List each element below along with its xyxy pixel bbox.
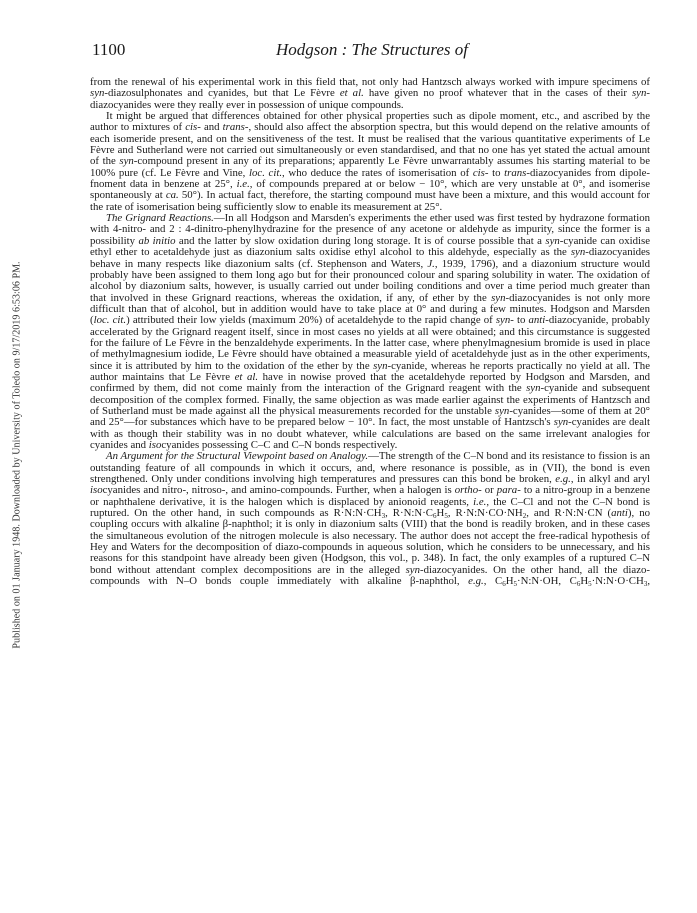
italic-term: para (496, 484, 518, 497)
italic-term: et al. (339, 87, 364, 100)
italic-term: syn (373, 359, 388, 372)
italic-term: syn (545, 234, 560, 247)
italic-term: e.g. (555, 473, 571, 486)
italic-term: iso (90, 484, 103, 497)
italic-term: syn (631, 87, 647, 100)
italic-term: e.g. (468, 575, 484, 588)
italic-term: loc. cit. (93, 314, 127, 327)
italic-term: syn (553, 416, 569, 429)
subscript: 6 (576, 580, 581, 589)
italic-term: J. (427, 257, 435, 270)
subscript: 3 (381, 512, 386, 521)
italic-term: anti (528, 314, 546, 327)
italic-term: anti (611, 507, 628, 520)
italic-term: loc. cit. (249, 166, 283, 179)
italic-term: syn (494, 404, 510, 417)
italic-term: syn (495, 314, 511, 327)
body-paragraph: The Grignard Reactions.—In all Hodgson and Marsden's experiments the ether used was first tested by hydrazone formation with 4-nitro- and 2 : 4-dinitro-phenylhydrazine for the presence of any acetone or aldehyde as impurity, since the former is a possibility ab initio and the latter by slow oxidation during long storage. It is of course possible that a syn-cyanide can oxidise ethyl ether to acetaldehyde just as diazonium salts oxidise ethyl alcohol to this aldehyde, especially as the syn-diazocyanides behave in many respects like diazonium salts (cf. Stephenson and Waters, J., 1939, 1796), and a diazonium structure would probably have been assigned to them long ago but for their pronounced colour and sparing solubility in water. The oxidation of alcohol by diazonium salts, however, is usually carried out under boiling conditions and over a time period much greater than that involved in these Grignard reactions, whereas the oxidation, if any, of ether by the syn-diazocyanides is not only more difficult than that of alcohol, but in addition would have to take place at 0° and during a few minutes. Hodgson and Marsden (loc. cit.) attributed their low yields (maximum 20%) of acetaldehyde to the rapid change of syn- to anti-diazocyanide, probably accelerated by the Grignard reagent itself, since in most cases no yields at all were obtained; and this circumstance is suggested for the failure of Le Fèvre in the benzaldehyde experiments. In the latter case, where phenylmagnesium bromide is used in place of methylmagnesium iodide, Le Fèvre should have obtained a measurable yield of acetaldehyde just as in the other experiments, since it is attributed by him to the oxidation of the ether by the syn-cyanide, whereas he reports practically no yield at all. The author maintains that Le Fèvre et al. have in nowise proved that the acetaldehyde reported by Hodgson and Marsden, and confirmed by them, did not come mainly from the interaction of the Grignard reagent with the syn-cyanide and subsequent decomposition of the complex formed. Finally, the same objection as was made earlier against the experiments of Hantzsch and of Sutherland must be made against all the physical measurements recorded for the unstable syn-cyanides—some of them at 20° and 25°—for substances which have to be prepared below − 10°. In fact, the most unstable of Hantzsch's syn-cyanides are dealt with as though their stability was in no doubt whatever, while calculations are based on the same irrelevant analogies for cyanides and isocyanides possessing C–C and C–N bonds respectively. (90, 212, 650, 451)
italic-term: iso (148, 439, 162, 451)
subscript: 5 (444, 512, 448, 521)
running-header (92, 40, 652, 62)
subscript: 2 (522, 512, 527, 521)
subscript: 6 (433, 512, 437, 521)
italic-term: syn (526, 382, 541, 395)
watermark-text: Published on 01 January 1948. Downloaded by University of Toledo on 9/17/2019 6:53:06 PM. (11, 261, 23, 649)
italic-term: cis (472, 166, 485, 179)
italic-term: ca. (165, 189, 179, 202)
italic-term: syn (570, 246, 586, 259)
running-title: Hodgson : The Structures of (275, 40, 469, 59)
italic-term: et al. (234, 370, 259, 383)
subscript: 6 (502, 580, 506, 589)
italic-term: ab initio (138, 234, 176, 247)
body-paragraph: It might be argued that differences obtained for other physical properties such as dipole moment, etc., and ascribed by the author to mixtures of cis- and trans-, should also affect the absorption spectra, but this would depend on the relative amounts of each isomeride present, and on the sensitiveness of the test. It must be realised that the various quantitative experiments of Le Fèvre and Sutherland were not carried out simultaneously or even standardised, and that no one has yet stated the actual amount of the syn-compound present in any of its preparations; apparently Le Fèvre unwarrantably assumes his starting material to be 100% pure (cf. Le Fèvre and Vine, loc. cit., who deduce the rates of isomerisation of cis- to trans-diazocyanides from dipole-fnoment data in benzene at 25°, i.e., of compounds prepared at or below − 10°, which are very unstable at 0°, and isomerise spontaneously at ca. 50°). In actual fact, therefore, the starting compound must have been a mixture, and this would account for the rate of isomerisation being sufficiently slow to enable its measurement at 25°. (90, 110, 651, 213)
italic-term: syn (119, 155, 134, 168)
download-watermark (8, 150, 26, 760)
subscript: 3 (643, 580, 648, 589)
italic-term: trans (504, 166, 527, 179)
italic-term: ortho (454, 484, 479, 497)
article-body (90, 77, 650, 587)
italic-term: syn (90, 87, 105, 100)
subscript: 5 (513, 580, 517, 589)
subscript: 5 (588, 580, 592, 589)
body-paragraph: from the renewal of his experimental work in this field that, not only had Hantzsch always worked with impure specimens of syn-diazosulphonates and cyanides, but that Le Fèvre et al. have given no proof whatever that in the cases of their syn-diazocyanides were they really ever in possession of unique compounds. (90, 76, 650, 111)
italic-term: syn (405, 563, 421, 576)
italic-term: i.e. (236, 178, 250, 191)
body-paragraph: An Argument for the Structural Viewpoint based on Analogy.—The strength of the C–N bond and its resistance to fission is an outstanding feature of all compounds in which it occurs, and, where resonance is possible, as in (VII), the bond is even strengthened. Only under conditions involving high temperatures and pressures can this bond be broken, e.g., in alkyl and aryl isocyanides and nitro-, nitroso-, and amino-compounds. Further, when a halogen is ortho- or para- to a nitro-group in a benzene or naphthalene derivative, it is the halogen which is displaced by anionoid reagents, i.e., the C–Cl and not the C–N bond is ruptured. On the other hand, in such compounds as $R\cdot N:N\cdot CH_3$, $R\cdot N:N\cdot C_6H_5$, $R\cdot N:N\cdot CO\cdot NH_2$, and R·N:N·CN (anti), no coupling occurs with alkaline β-naphthol; it is only in diazonium salts (VIII) that the bond is readily broken, and in these cases the simultaneous evolution of the nitrogen molecule is also necessary. The author does not accept the free-radical hypothesis of Hey and Waters for the decomposition of diazo-compounds in aqueous solution, which he considers to be unnecessary, and his reasons for this standpoint have already been given (Hodgson, this vol., p. 348). In fact, the only examples of a ruptured C–N bond without attendant complex decompositions are in the alleged syn-diazocyanides. On the other hand, all the diazo-compounds with N–O bonds couple immediately with alkaline β-naphthol, e.g., $C_6H_5\cdot N:N\cdot OH$, $C_6H_5\cdot N:N\cdot O\cdot CH_3$, (90, 450, 651, 589)
page-number: 1100 (92, 40, 126, 59)
italic-term: i.e. (473, 495, 487, 508)
italic-term: An Argument for the Structural Viewpoint based on Analogy. (106, 450, 369, 463)
italic-term: trans (222, 121, 245, 134)
italic-term: cis (185, 121, 198, 134)
italic-term: syn (491, 291, 506, 304)
italic-term: The Grignard Reactions. (106, 212, 214, 225)
